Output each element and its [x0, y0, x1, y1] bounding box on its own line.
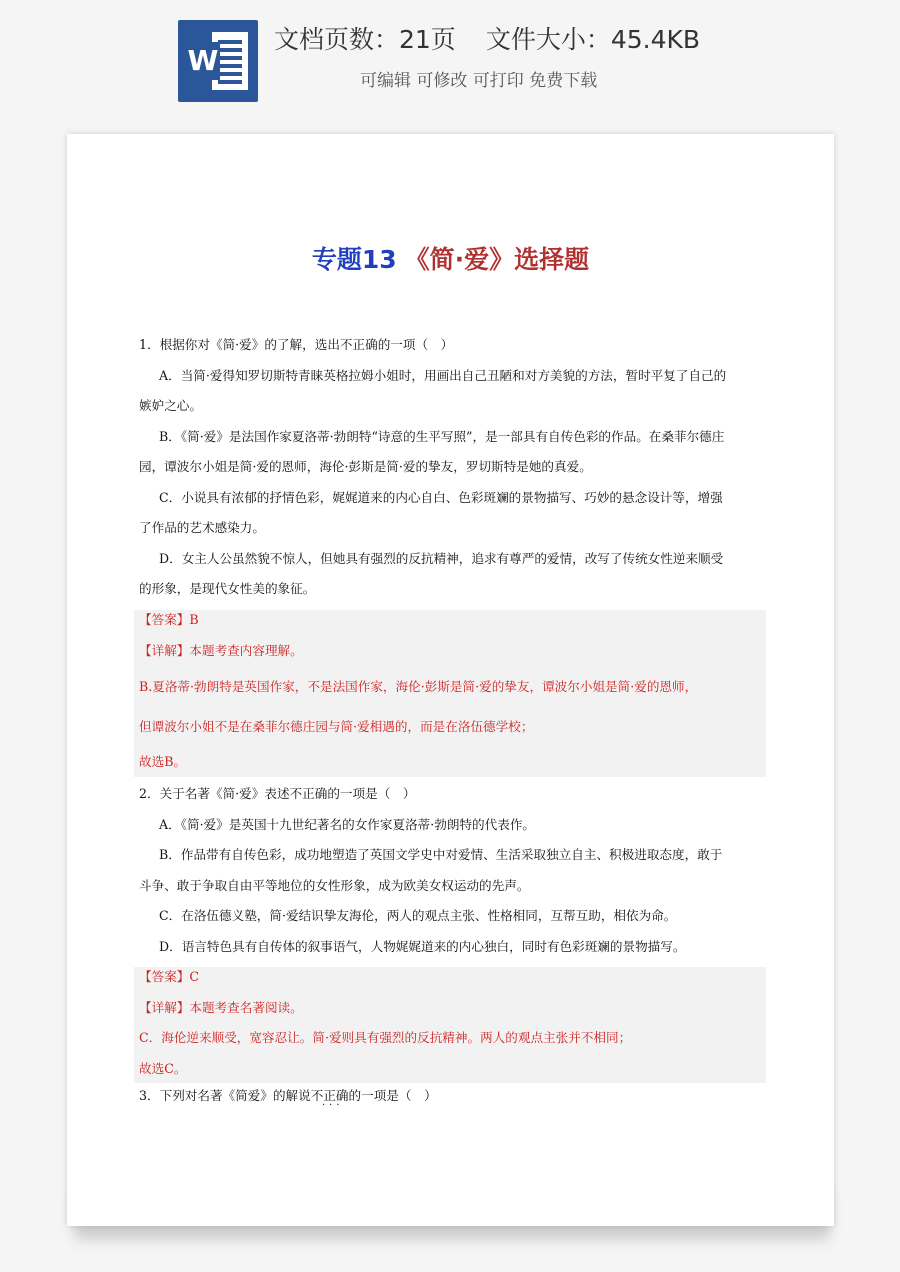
question-1-option-d-cont: 的形象，是现代女性美的象征。	[139, 581, 316, 596]
question-2-option-a: A．《简·爱》是英国十九世纪著名的女作家夏洛蒂·勃朗特的代表作。	[159, 817, 536, 832]
question-1-option-b-cont: 园，谭波尔小姐是简·爱的恩师，海伦·彭斯是简·爱的挚友，罗切斯特是她的真爱。	[139, 459, 592, 474]
question-1-option-a-cont: 嫉妒之心。	[139, 398, 202, 413]
question-1-answer: 【答案】B	[139, 612, 199, 627]
file-info	[274, 20, 874, 56]
question-1-detail: 【详解】本题考查内容理解。	[139, 643, 303, 658]
question-2-explanation: C．海伦逆来顺受，宽容忍让。简·爱则具有强烈的反抗精神。两人的观点主张并不相同；	[139, 1030, 632, 1045]
question-2-answer-box	[134, 967, 766, 1083]
question-2-option-b: B．作品带有自传色彩，成功地塑造了英国文学史中对爱情、生活采取独立自主、积极进取态度，敢于	[159, 847, 723, 862]
title-topic-number: 专题13	[311, 245, 397, 274]
question-1-explanation: B.夏洛蒂·勃朗特是英国作家，不是法国作家，海伦·彭斯是简·爱的挚友，谭波尔小姐是简·爱的恩师，	[139, 679, 698, 694]
question-2-conclusion: 故选C。	[139, 1061, 187, 1076]
question-1-option-c-cont: 了作品的艺术感染力。	[139, 520, 265, 535]
word-document-icon	[178, 20, 258, 102]
title-book-name: 《简·爱》选择题	[404, 245, 590, 274]
question-1-explanation-cont: 但谭波尔小姐不是在桑菲尔德庄园与简·爱相遇的，而是在洛伍德学校；	[139, 719, 534, 734]
feature-list: 可编辑 可修改 可打印 免费下载	[360, 71, 598, 91]
question-2-answer: 【答案】C	[139, 969, 200, 984]
page-count: 文档页数：21页	[274, 25, 456, 54]
question-2-stem: 2．关于名著《简·爱》表述不正确的一项是（ ）	[139, 786, 416, 801]
question-3-emphasis-dots: ···	[322, 1100, 344, 1111]
question-2-option-d: D．语言特色具有自传体的叙事语气，人物娓娓道来的内心独白，同时有色彩斑斓的景物描写。	[159, 939, 686, 954]
question-1-option-d: D．女主人公虽然貌不惊人，但她具有强烈的反抗精神，追求有尊严的爱情，改写了传统女性逆来顺受	[159, 551, 724, 566]
document-title	[67, 240, 834, 276]
question-2-option-c: C．在洛伍德义塾，简·爱结识挚友海伦，两人的观点主张、性格相同，互帮互助，相依为命。	[159, 908, 677, 923]
file-size: 文件大小：45.4KB	[485, 25, 701, 54]
question-1-conclusion: 故选B。	[139, 754, 187, 769]
question-1-option-b: B．《简·爱》是法国作家夏洛蒂·勃朗特“诗意的生平写照”，是一部具有自传色彩的作品。在桑菲尔德庄	[159, 429, 725, 444]
document-page	[67, 134, 834, 1226]
question-2-detail: 【详解】本题考查名著阅读。	[139, 1000, 303, 1015]
question-2-option-b-cont: 斗争、敢于争取自由平等地位的女性形象，成为欧美女权运动的先声。	[139, 878, 530, 893]
question-1-option-a: A．当简·爱得知罗切斯特青睐英格拉姆小姐时，用画出自己丑陋和对方美貌的方法，暂时平复了自己的	[159, 368, 727, 383]
question-1-stem: 1．根据你对《简·爱》的了解，选出不正确的一项（ ）	[139, 337, 454, 352]
question-3-stem: 3．下列对名著《简爱》的解说不正确的一项是（ ）	[139, 1088, 437, 1103]
question-1-option-c: C．小说具有浓郁的抒情色彩，娓娓道来的内心自白、色彩斑斓的景物描写、巧妙的悬念设计等，增强	[159, 490, 723, 505]
word-logo-letter: W	[186, 42, 220, 80]
download-banner	[0, 0, 900, 120]
